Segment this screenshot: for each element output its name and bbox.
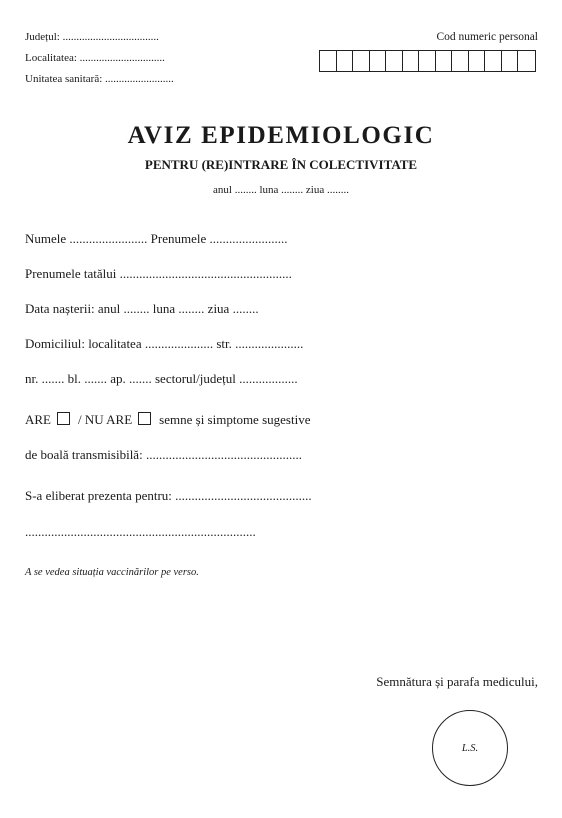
stamp-label: L.S. [461, 742, 479, 754]
cnp-digit-box[interactable] [353, 51, 370, 71]
doctor-signature-label: Semnătura și parafa medicului, [376, 674, 538, 689]
cnp-digit-box[interactable] [320, 51, 337, 71]
nu-are-checkbox[interactable] [138, 412, 151, 425]
are-label: ARE [25, 412, 51, 427]
cnp-input[interactable] [319, 50, 536, 72]
cnp-label: Cod numeric personal [436, 31, 538, 43]
cnp-digit-box[interactable] [436, 51, 453, 71]
vaccination-note: A se vedea situația vaccinărilor pe verso. [25, 567, 199, 578]
cnp-digit-box[interactable] [502, 51, 519, 71]
birth-date-field[interactable]: Data nașterii: anul ........ luna ........ ziua ........ [25, 301, 259, 316]
cnp-digit-box[interactable] [386, 51, 403, 71]
page-subtitle: PENTRU (RE)INTRARE ÎN COLECTIVITATE [144, 157, 418, 172]
page-title: AVIZ EPIDEMIOLOGIC [127, 122, 435, 149]
localitate-field[interactable]: Localitatea: ............................... [25, 52, 165, 64]
cnp-digit-box[interactable] [370, 51, 387, 71]
name-field[interactable]: Numele ........................ Prenumele ........................ [25, 231, 288, 246]
cnp-digit-box[interactable] [419, 51, 436, 71]
stamp-circle [432, 710, 508, 786]
nu-are-label: / NU ARE [78, 412, 133, 427]
symptoms-row [25, 412, 310, 428]
cnp-digit-box[interactable] [337, 51, 354, 71]
are-checkbox[interactable] [57, 412, 70, 425]
address-field[interactable]: nr. ....... bl. ....... ap. ....... sectorul/județul .................. [25, 371, 298, 386]
judet-field[interactable]: Județul: ................................... [25, 31, 159, 43]
disease-field[interactable]: de boală transmisibilă: ................................................ [25, 447, 302, 462]
cnp-digit-box[interactable] [403, 51, 420, 71]
issued-for-continuation[interactable]: ....................................................................... [25, 524, 256, 539]
father-name-field[interactable]: Prenumele tatălui ..................................................... [25, 266, 292, 281]
cnp-digit-box[interactable] [452, 51, 469, 71]
symptoms-label: semne și simptome sugestive [159, 412, 311, 427]
domicile-field[interactable]: Domiciliul: localitatea ..................... str. ..................... [25, 336, 304, 351]
cnp-digit-box[interactable] [518, 51, 535, 71]
cnp-digit-box[interactable] [485, 51, 502, 71]
unitate-sanitara-field[interactable]: Unitatea sanitară: ......................... [25, 73, 174, 85]
issued-for-field[interactable]: S-a eliberat prezenta pentru: .......................................... [25, 488, 312, 503]
issue-date-field[interactable]: anul ........ luna ........ ziua ........ [213, 184, 349, 196]
cnp-digit-box[interactable] [469, 51, 486, 71]
